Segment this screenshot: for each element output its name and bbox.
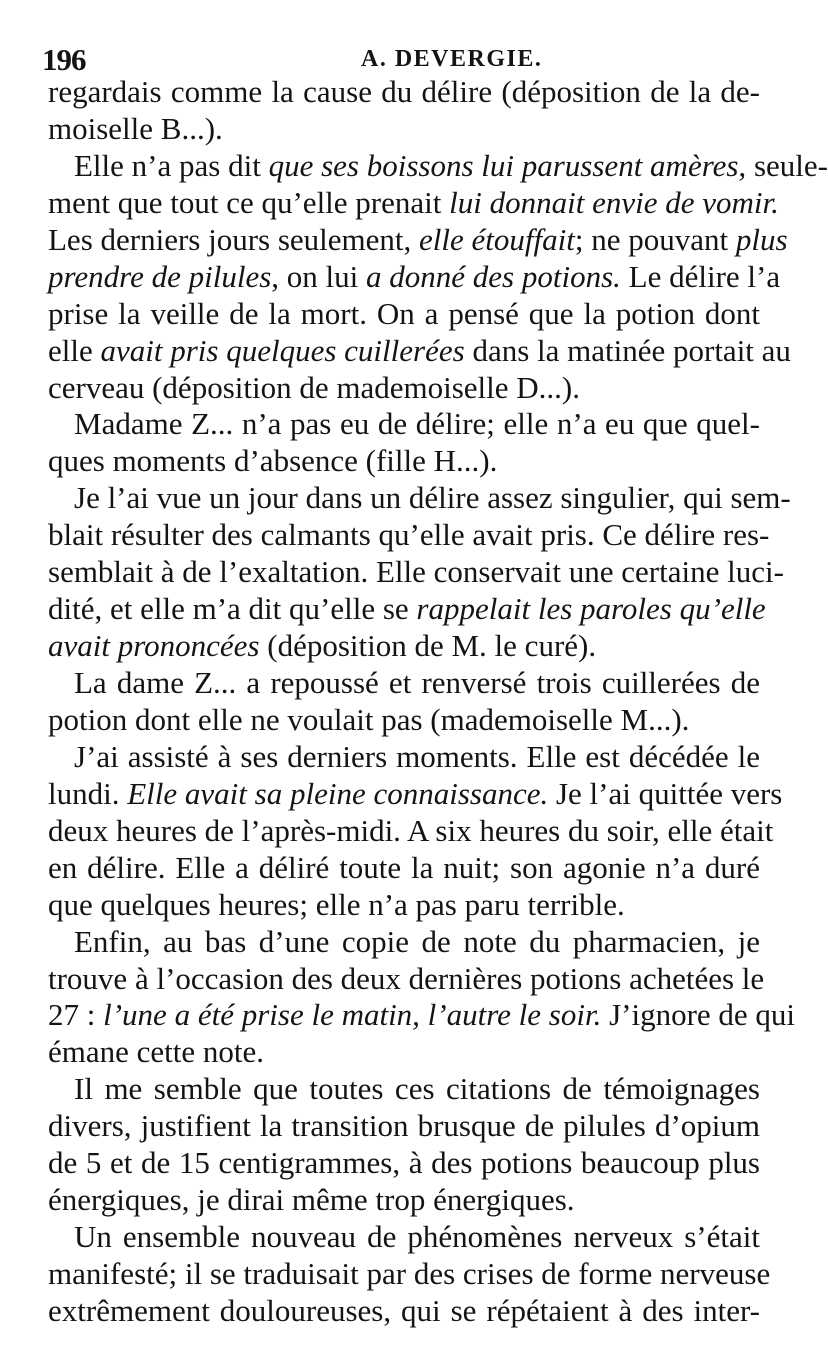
- text-run: dité, et elle m’a dit qu’elle se: [48, 591, 417, 627]
- italic-text: que ses boissons lui parussent amères,: [268, 147, 747, 183]
- text-line: [48, 258, 781, 296]
- text-line: [48, 1034, 760, 1071]
- text-run: émane cette note.: [48, 1034, 265, 1070]
- text-run: en délire. Elle a déliré toute la nuit; son agonie n’a duré: [48, 849, 760, 885]
- text-line: [48, 1219, 760, 1256]
- text-run: Je l’ai vue un jour dans un délire assez singulier, qui sem-: [74, 480, 791, 516]
- italic-text: a donné des potions.: [366, 258, 621, 294]
- text-run: Elle n’a pas dit: [74, 147, 269, 183]
- text-run: 27 :: [48, 997, 104, 1033]
- text-run: Les derniers jours seulement,: [48, 221, 420, 257]
- text-line: [48, 332, 791, 370]
- page-header: [38, 30, 778, 80]
- text-line: [48, 111, 760, 148]
- text-line: [48, 775, 783, 813]
- text-line: [48, 812, 774, 850]
- text-run: ; ne pouvant: [574, 221, 736, 257]
- text-line: [48, 296, 760, 333]
- italic-text: Elle avait sa pleine connaissance.: [127, 775, 549, 811]
- text-run: elle: [48, 332, 101, 368]
- text-run: ques moments d’absence (fille H...).: [48, 443, 498, 479]
- text-line: [48, 924, 760, 961]
- text-run: , on lui: [271, 258, 367, 294]
- text-line: [48, 517, 770, 554]
- text-line: [48, 1145, 760, 1182]
- text-run: énergiques, je dirai même trop énergiques.: [48, 1182, 575, 1218]
- running-head: A. DEVERGIE.: [361, 46, 543, 72]
- text-line: [48, 1071, 760, 1108]
- text-run: (déposition de M. le curé).: [259, 628, 597, 664]
- text-line: [48, 443, 760, 480]
- text-run: J’ignore de qui: [601, 997, 796, 1033]
- text-line: [48, 850, 760, 887]
- text-run: extrêmement douloureuses, qui se répétaient à des inter-: [48, 1292, 760, 1328]
- text-line: [48, 702, 760, 739]
- text-line: [48, 665, 760, 702]
- text-run: Il me semble que toutes ces citations de témoignages: [74, 1071, 760, 1107]
- text-line: [48, 1182, 760, 1219]
- text-run: cerveau (déposition de mademoiselle D...).: [48, 369, 580, 405]
- italic-text: avait prononcées: [48, 628, 260, 664]
- text-run: La dame Z... a repoussé et renversé trois cuillerées de: [74, 665, 760, 700]
- text-run: trouve à l’occasion des deux dernières potions achetées le: [48, 960, 765, 996]
- text-run: dans la matinée portait au: [464, 332, 791, 368]
- text-run: prise la veille de la mort. On a pensé que la potion dont: [48, 295, 760, 331]
- text-run: regardais comme la cause du délire (déposition de la de-: [48, 74, 760, 109]
- italic-text: lui donnait envie de vomir.: [449, 184, 779, 220]
- text-run: manifesté; il se traduisait par des crises de forme nerveuse: [48, 1256, 771, 1291]
- text-run: moiselle B...).: [48, 110, 223, 146]
- text-run: deux heures de l’après-midi. A six heures du soir, elle était: [48, 812, 774, 848]
- text-line: [48, 739, 760, 776]
- text-run: Un ensemble nouveau de phénomènes nerveux s’était: [74, 1219, 760, 1255]
- text-line: [48, 74, 760, 111]
- text-line: [48, 147, 828, 185]
- text-run: blait résulter des calmants qu’elle avait pris. Ce délire res-: [48, 517, 770, 553]
- text-line: [48, 1108, 760, 1145]
- text-line: [48, 1293, 760, 1330]
- text-line: [48, 370, 760, 407]
- text-run: Enfin, au bas d’une copie de note du pharmacien, je: [74, 923, 760, 959]
- text-line: [48, 960, 765, 998]
- text-line: [48, 887, 760, 924]
- italic-text: prendre de pilules: [48, 258, 272, 294]
- italic-text: avait pris quelques cuillerées: [100, 332, 465, 368]
- text-run: que quelques heures; elle n’a pas paru terrible.: [48, 886, 625, 922]
- text-run: divers, justifient la transition brusque de pilules d’opium: [48, 1108, 760, 1144]
- text-run: Je l’ai quittée vers: [548, 775, 783, 811]
- page-number: 196: [42, 42, 86, 77]
- text-line: [48, 184, 779, 222]
- text-line: [48, 480, 791, 517]
- italic-text: elle étouffait: [419, 221, 575, 257]
- text-run: Le délire l’a: [620, 258, 781, 294]
- text-run: Madame Z... n’a pas eu de délire; elle n’a eu que quel-: [74, 406, 760, 442]
- italic-text: plus: [735, 221, 788, 257]
- text-run: de 5 et de 15 centigrammes, à des potions beaucoup plus: [48, 1145, 760, 1181]
- text-run: potion dont elle ne voulait pas (mademoiselle M...).: [48, 701, 690, 737]
- body-text: [48, 74, 828, 1330]
- text-line: [48, 221, 788, 259]
- text-line: [48, 1256, 771, 1293]
- text-run: seule-: [746, 147, 828, 183]
- text-line: [48, 554, 784, 591]
- text-run: ment que tout ce qu’elle prenait: [48, 184, 450, 220]
- italic-text: l’une a été prise le matin, l’autre le soir.: [103, 997, 602, 1033]
- text-line: [48, 628, 760, 665]
- text-run: semblait à de l’exaltation. Elle conservait une certaine luci-: [48, 554, 784, 590]
- text-line: [48, 591, 766, 628]
- text-run: lundi.: [48, 775, 128, 811]
- text-line: [48, 406, 760, 443]
- text-run: J’ai assisté à ses derniers moments. Elle est décédée le: [74, 738, 760, 774]
- italic-text: rappelait les paroles qu’elle: [416, 591, 766, 627]
- text-line: [48, 997, 796, 1034]
